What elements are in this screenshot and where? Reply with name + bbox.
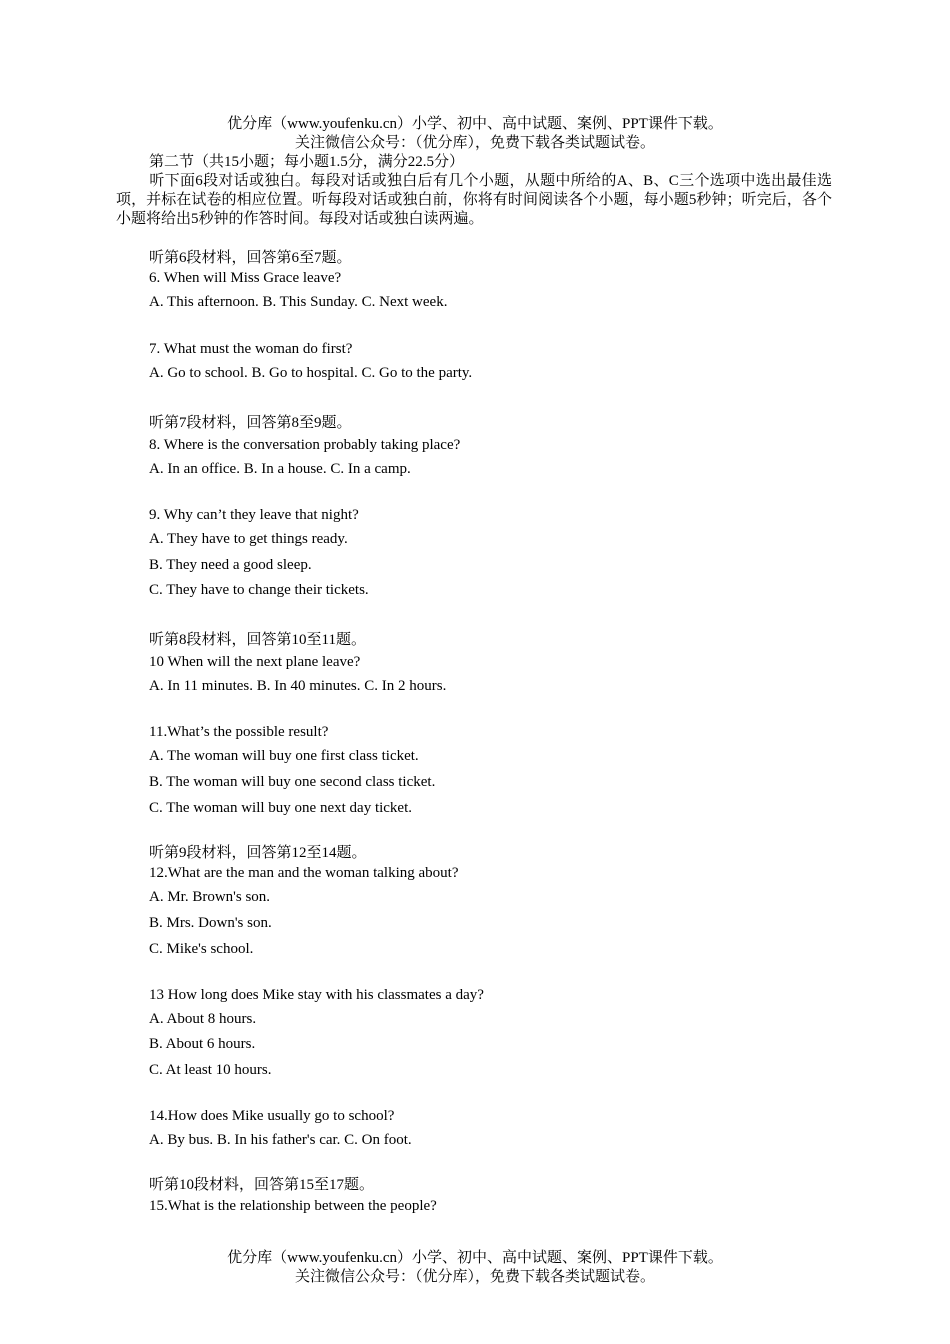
question-15: 15.What is the relationship between the people? bbox=[149, 1198, 437, 1214]
instructions-text: 听下面6段对话或独白。每段对话或独白后有几个小题，从题中所给的A、B、C三个选项中选出最佳选项，并标在试卷的相应位置。听每段对话或独白前，你将有时间阅读各个小题，每小题5秒钟；听完后，各个小题将给出5秒钟的作答时间。每段对话或独白读两遍。 bbox=[116, 173, 832, 227]
question-8-options: A. In an office. B. In a house. C. In a camp. bbox=[149, 461, 411, 477]
question-9-option-c: C. They have to change their tickets. bbox=[149, 582, 369, 598]
group-label-6-7: 听第6段材料，回答第6至7题。 bbox=[149, 250, 352, 266]
question-10: 10 When will the next plane leave? bbox=[149, 654, 361, 670]
footer-line-1: 优分库（www.youfenku.cn）小学、初中、高中试题、案例、PPT课件下载。 bbox=[227, 1250, 723, 1266]
question-7-options: A. Go to school. B. Go to hospital. C. Go to the party. bbox=[149, 365, 473, 381]
question-8: 8. Where is the conversation probably taking place? bbox=[149, 437, 461, 453]
group-label-8-9: 听第7段材料，回答第8至9题。 bbox=[149, 415, 352, 431]
section-instructions bbox=[116, 172, 832, 229]
header-line-2: 关注微信公众号：（优分库），免费下载各类试题试卷。 bbox=[294, 135, 655, 151]
group-label-15-17: 听第10段材料，回答第15至17题。 bbox=[149, 1177, 375, 1193]
group-label-10-11: 听第8段材料，回答第10至11题。 bbox=[149, 632, 366, 648]
question-11-option-c: C. The woman will buy one next day ticket. bbox=[149, 800, 413, 816]
question-9: 9. Why can’t they leave that night? bbox=[149, 507, 359, 523]
question-13-option-b: B. About 6 hours. bbox=[149, 1036, 256, 1052]
question-13-option-c: C. At least 10 hours. bbox=[149, 1062, 272, 1078]
footer-line-2: 关注微信公众号：（优分库），免费下载各类试题试卷。 bbox=[294, 1269, 655, 1285]
question-13: 13 How long does Mike stay with his classmates a day? bbox=[149, 987, 484, 1003]
question-9-option-b: B. They need a good sleep. bbox=[149, 557, 312, 573]
question-6-options: A. This afternoon. B. This Sunday. C. Next week. bbox=[149, 294, 448, 310]
question-9-option-a: A. They have to get things ready. bbox=[149, 531, 348, 547]
question-14: 14.How does Mike usually go to school? bbox=[149, 1108, 395, 1124]
question-11-option-a: A. The woman will buy one first class ticket. bbox=[149, 748, 419, 764]
section-title: 第二节（共15小题；每小题1.5分，满分22.5分） bbox=[149, 154, 465, 170]
question-6: 6. When will Miss Grace leave? bbox=[149, 270, 342, 286]
group-label-12-14: 听第9段材料，回答第12至14题。 bbox=[149, 845, 367, 861]
question-12-option-a: A. Mr. Brown's son. bbox=[149, 889, 271, 905]
question-12-option-b: B. Mrs. Down's son. bbox=[149, 915, 272, 931]
question-13-option-a: A. About 8 hours. bbox=[149, 1011, 257, 1027]
question-11: 11.What’s the possible result? bbox=[149, 724, 329, 740]
question-12-option-c: C. Mike's school. bbox=[149, 941, 254, 957]
question-14-options: A. By bus. B. In his father's car. C. On foot. bbox=[149, 1132, 412, 1148]
question-7: 7. What must the woman do first? bbox=[149, 341, 353, 357]
question-12: 12.What are the man and the woman talking about? bbox=[149, 865, 459, 881]
question-11-option-b: B. The woman will buy one second class ticket. bbox=[149, 774, 436, 790]
question-10-options: A. In 11 minutes. B. In 40 minutes. C. In 2 hours. bbox=[149, 678, 447, 694]
header-line-1: 优分库（www.youfenku.cn）小学、初中、高中试题、案例、PPT课件下载。 bbox=[227, 116, 723, 132]
